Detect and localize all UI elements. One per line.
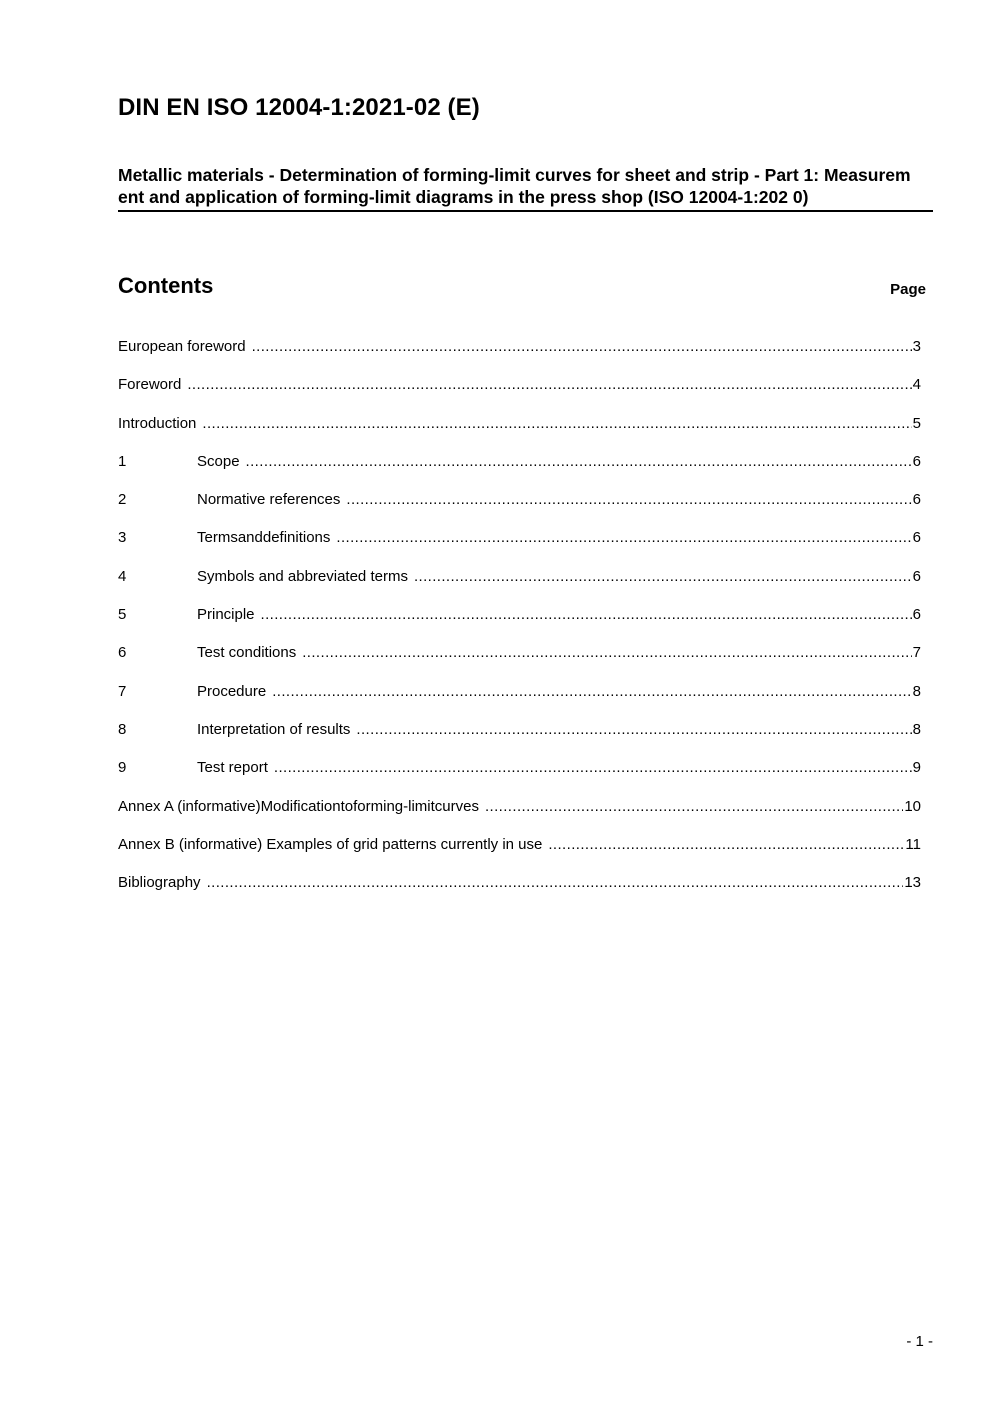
toc-leader-dots xyxy=(252,338,912,355)
toc-entry-page: 3 xyxy=(912,338,921,355)
toc-entry-label: Interpretation of results xyxy=(197,720,351,738)
toc-leader-dots xyxy=(246,453,912,470)
toc-entry-terms-and-definitions[interactable] xyxy=(118,529,921,567)
toc-entry-procedure[interactable] xyxy=(118,683,921,721)
toc-leader-dots xyxy=(548,836,904,853)
toc-entry-label: Introduction xyxy=(118,414,197,432)
toc-entry-page: 10 xyxy=(904,797,921,815)
toc-entry-normative-references[interactable] xyxy=(118,491,921,529)
document-title: Metallic materials - Determination of forming-limit curves for sheet and strip - Part 1: Measurem ent and application of forming-limit diagrams in the press shop (ISO 12004-1:202 0) xyxy=(118,164,933,212)
toc-entry-page: 6 xyxy=(912,606,921,624)
toc-leader-dots xyxy=(346,491,911,508)
toc-entry-number: 4 xyxy=(118,567,127,585)
toc-entry-number: 3 xyxy=(118,529,127,547)
toc-entry-number: 1 xyxy=(118,452,127,470)
toc-entry-number: 9 xyxy=(118,759,127,777)
toc-entry-annex-b[interactable] xyxy=(118,836,921,874)
toc-entry-bibliography[interactable] xyxy=(118,874,921,912)
toc-entry-label: Test report xyxy=(197,759,268,777)
toc-leader-dots xyxy=(272,683,911,700)
toc-entry-scope[interactable] xyxy=(118,453,921,491)
toc-entry-number: 8 xyxy=(118,720,127,738)
toc-entry-label: Annex B (informative) Examples of grid patterns currently in use xyxy=(118,835,543,853)
toc-entry-principle[interactable] xyxy=(118,606,921,644)
toc-entry-page: 6 xyxy=(912,452,921,470)
toc-entry-number: 7 xyxy=(118,682,127,700)
toc-entry-page: 6 xyxy=(912,529,921,547)
toc-leader-dots xyxy=(485,798,903,815)
toc-leader-dots xyxy=(356,721,911,738)
toc-entry-label: European foreword xyxy=(118,338,246,355)
toc-entry-introduction[interactable] xyxy=(118,415,921,453)
toc-entry-page: 9 xyxy=(912,759,921,777)
toc-entry-label: Termsanddefinitions xyxy=(197,529,331,547)
table-of-contents xyxy=(118,338,921,912)
toc-entry-number: 2 xyxy=(118,491,127,509)
toc-leader-dots xyxy=(187,376,911,393)
toc-entry-page: 13 xyxy=(904,874,921,892)
toc-entry-label: Scope xyxy=(197,452,240,470)
toc-entry-page: 7 xyxy=(912,644,921,662)
toc-entry-label: Test conditions xyxy=(197,644,297,662)
toc-entry-european-foreword[interactable] xyxy=(118,338,921,376)
toc-entry-page: 5 xyxy=(912,414,921,432)
toc-leader-dots xyxy=(261,606,912,623)
toc-leader-dots xyxy=(207,874,904,891)
contents-heading: Contents xyxy=(118,273,214,298)
toc-leader-dots xyxy=(336,529,911,546)
toc-entry-label: Foreword xyxy=(118,376,182,394)
footer-page-number: - 1 - xyxy=(906,1333,933,1350)
toc-entry-annex-a[interactable] xyxy=(118,798,921,836)
toc-entry-label: Normative references xyxy=(197,491,341,509)
toc-entry-test-conditions[interactable] xyxy=(118,644,921,682)
document-id: DIN EN ISO 12004-1:2021-02 (E) xyxy=(118,94,480,121)
toc-entry-page: 11 xyxy=(905,835,921,853)
toc-leader-dots xyxy=(202,415,911,432)
toc-leader-dots xyxy=(274,759,912,776)
toc-entry-page: 6 xyxy=(912,567,921,585)
toc-entry-label: Principle xyxy=(197,606,255,624)
toc-entry-interpretation-of-results[interactable] xyxy=(118,721,921,759)
toc-leader-dots xyxy=(414,568,912,585)
toc-entry-page: 8 xyxy=(912,682,921,700)
toc-entry-number: 5 xyxy=(118,606,127,624)
toc-entry-label: Procedure xyxy=(197,682,267,700)
toc-entry-label: Annex A (informative)Modificationtoforming-limitcurves xyxy=(118,797,479,815)
toc-leader-dots xyxy=(302,644,911,661)
toc-entry-label: Symbols and abbreviated terms xyxy=(197,567,408,585)
toc-entry-page: 6 xyxy=(912,491,921,509)
toc-entry-page: 8 xyxy=(912,720,921,738)
toc-entry-foreword[interactable] xyxy=(118,376,921,414)
toc-entry-page: 4 xyxy=(912,376,921,394)
toc-entry-test-report[interactable] xyxy=(118,759,921,797)
toc-entry-label: Bibliography xyxy=(118,874,201,892)
toc-entry-symbols[interactable] xyxy=(118,568,921,606)
toc-entry-number: 6 xyxy=(118,644,127,662)
page-column-heading: Page xyxy=(890,281,926,298)
